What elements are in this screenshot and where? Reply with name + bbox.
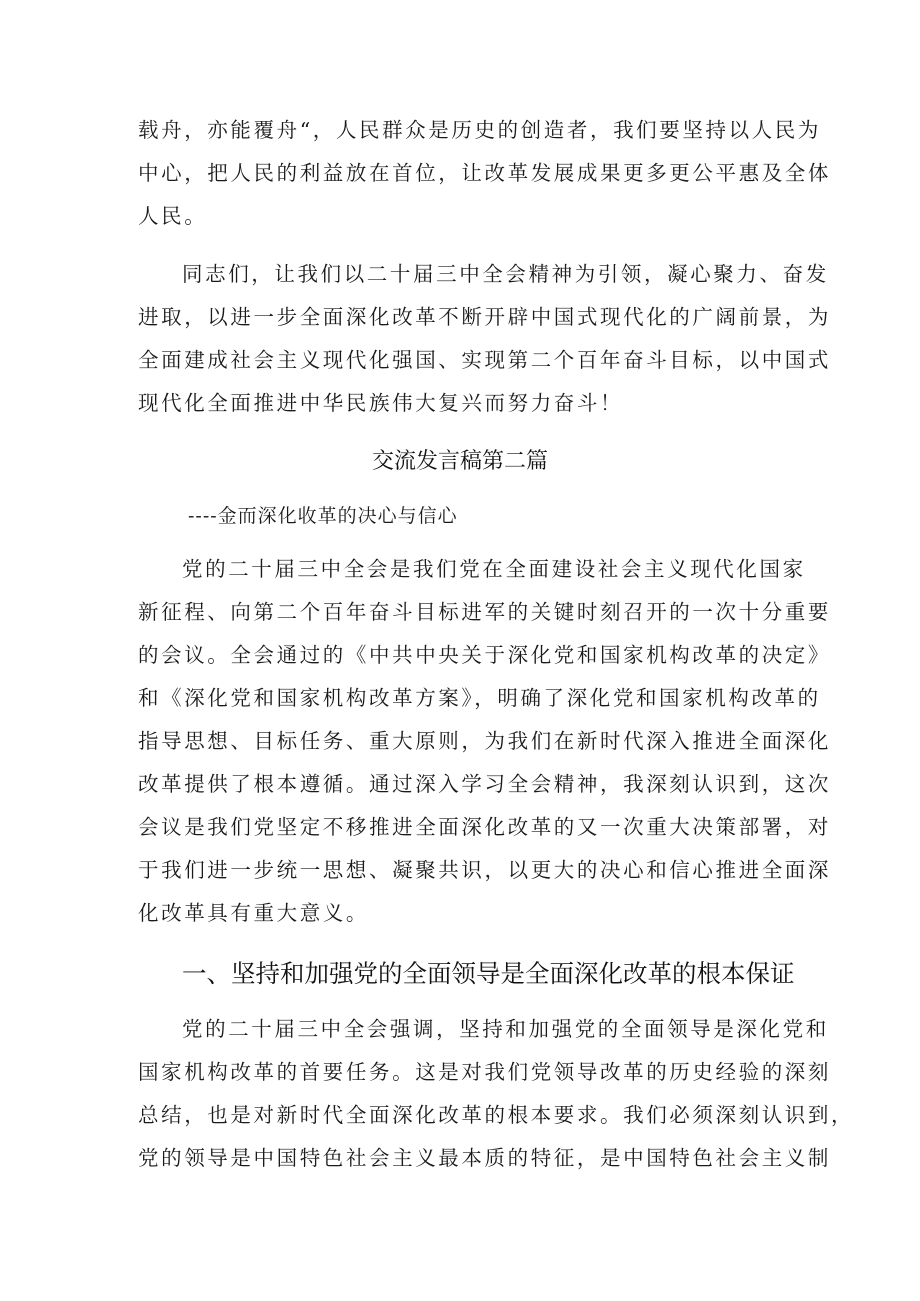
paragraph-1-line-2: 中心，把人民的利益放在首位，让改革发展成果更多更公平惠及全体 bbox=[138, 161, 831, 185]
section-title: 交流发言稿第二篇 bbox=[371, 449, 548, 474]
paragraph-2-line-4: 现代化全面推进中华民族伟大复兴而努力奋斗！ bbox=[138, 391, 624, 415]
paragraph-3-line-9: 化改革具有重大意义。 bbox=[138, 901, 369, 925]
paragraph-3-line-2: 新征程、向第二个百年奋斗目标进军的关键时刻召开的一次十分重要 bbox=[138, 600, 831, 624]
paragraph-2-line-2: 进取，以进一步全面深化改革不断开辟中国式现代化的广阔前景，为 bbox=[138, 305, 831, 329]
paragraph-4-line-1: 党的二十届三中全会强调，坚持和加强党的全面领导是深化党和 bbox=[182, 1017, 829, 1041]
paragraph-4-line-3: 总结，也是对新时代全面深化改革的根本要求。我们必须深刻认识到， bbox=[138, 1103, 855, 1127]
paragraph-3-line-8: 于我们进一步统一思想、凝聚共识，以更大的决心和信心推进全面深 bbox=[138, 858, 831, 882]
paragraph-3-line-1: 党的二十届三中全会是我们党在全面建设社会主义现代化国家 bbox=[182, 557, 806, 581]
paragraph-3-line-6: 改革提供了根本遵循。通过深入学习全会精神，我深刻认识到，这次 bbox=[138, 772, 831, 796]
paragraph-3-line-4: 和《深化党和国家机构改革方案》，明确了深化党和国家机构改革的 bbox=[138, 686, 821, 710]
paragraph-1-line-1: 载舟，亦能覆舟“，人民群众是历史的创造者，我们要坚持以人民为 bbox=[138, 118, 821, 142]
paragraph-1-line-3: 人民。 bbox=[138, 204, 208, 228]
paragraph-2-line-3: 全面建成社会主义现代化强国、实现第二个百年奋斗目标，以中国式 bbox=[138, 348, 831, 372]
paragraph-3-line-5: 指导思想、目标任务、重大原则，为我们在新时代深入推进全面深化 bbox=[138, 729, 831, 753]
paragraph-4-line-4: 党的领导是中国特色社会主义最本质的特征，是中国特色社会主义制 bbox=[138, 1146, 831, 1170]
paragraph-2-line-1: 同志们，让我们以二十届三中全会精神为引领，凝心聚力、奋发 bbox=[182, 262, 829, 286]
paragraph-3-line-3: 的会议。全会通过的《中共中央关于深化党和国家机构改革的决定》 bbox=[138, 643, 831, 667]
paragraph-4-line-2: 国家机构改革的首要任务。这是对我们党领导改革的历史经验的深刻 bbox=[138, 1060, 831, 1084]
section-subtitle: ----金而深化收革的决心与信心 bbox=[188, 505, 458, 527]
heading-1: 一、坚持和加强党的全面领导是全面深化改革的根本保证 bbox=[182, 959, 795, 988]
paragraph-3-line-7: 会议是我们党坚定不移推进全面深化改革的又一次重大决策部署，对 bbox=[138, 815, 831, 839]
